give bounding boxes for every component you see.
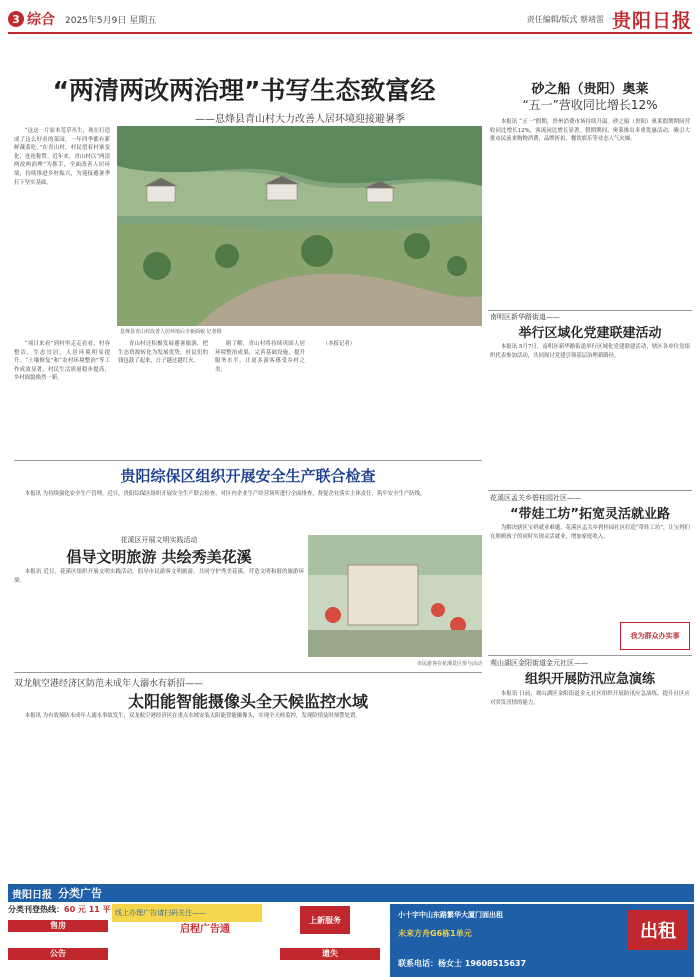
right-top-subhead: “五一”营收同比增长12% xyxy=(522,98,658,112)
online-notice-big: 启程广告通 xyxy=(180,924,230,935)
rental-ad-location: 未来方舟G6栋1单元 xyxy=(398,929,472,938)
mid-body: 本报讯 近日，花溪区组织开展文明实践活动，倡导市民游客文明旅游，共同守护秀美花溪，营造文明和谐的旅游环境。 xyxy=(14,569,304,584)
lead-byline: （本报记者） xyxy=(322,341,356,347)
right-bottom-body: 本报讯 日前，观山湖区金阳街道金元社区组织开展防汛应急演练，提升社区应对突发汛情的能力。 xyxy=(490,691,690,706)
category-lost: 遗失 xyxy=(280,948,380,960)
right-mid-headline: 举行区域化党建联建活动 xyxy=(518,326,662,341)
masthead-logo: 贵阳日报 xyxy=(611,9,692,32)
left-mid-headline: 贵阳综保区组织开展安全生产联合检查 xyxy=(120,467,376,485)
right-mid-kicker: 南明区新华路街道—— xyxy=(490,313,560,321)
editor-credit: 责任编辑/版式 蔡靖雷 xyxy=(526,14,604,24)
bottom-left-body: 本报讯 为有效预防未成年人溺水事故发生，双龙航空港经济区在重点水域安装太阳能智能摄像头，实现全天候监控，发现险情及时预警处置。 xyxy=(24,713,361,719)
lead-headline: “两清两改两治理”书写生态致富经 xyxy=(52,76,436,105)
right-low-headline: “带娃工坊”拓宽灵活就业路 xyxy=(509,507,671,522)
issue-date: 2025年5月9日 星期五 xyxy=(65,15,157,26)
right-mid-body: 本报讯 5月7日，南明区新华路街道举行区域化党建联建活动，辖区各单位党组织代表参加活动，共同探讨党建引领基层治理新路径。 xyxy=(490,344,690,359)
divider xyxy=(14,460,482,461)
divider xyxy=(14,672,482,673)
right-top-body: 本报讯 “五一”假期，贵州消费市场持续升温。砂之船（贵阳）奥莱假期期间营收同比增长12%，客流同比增长显著。假期期间，奥莱推出多重优惠活动，吸引大批市民前来购物消费，品牌折扣、餐饮娱乐等业态人气火爆。 xyxy=(490,119,690,143)
village-landscape-image xyxy=(117,126,482,326)
banner-logo: 贵阳日报 xyxy=(12,889,52,901)
right-top-headline: 砂之船（贵阳）奥莱 xyxy=(531,82,649,97)
new-service-badge: 上新服务 xyxy=(300,906,350,934)
divider xyxy=(488,655,692,656)
lead-column-1: “这这一片原本荒草丛生，现在打造成了这么好看的菜园，一年四季都有新鲜蔬菜吃。”在青山村，村民望着村寨变化，连连称赞。近年来，青山村以“两清两改两治理”为抓手，全面改善人居环境，持续推进乡村振兴，为迎接避暑季打下坚实基础。 xyxy=(14,128,110,186)
left-mid-body: 本报讯 为持续强化安全生产管理，近日，贵阳综保区组织开展安全生产联合检查，对区内企业生产经营场所进行全面排查，督促企业落实主体责任，筑牢安全生产防线。 xyxy=(24,491,426,497)
rental-ad-text: 小十字中山东路繁华大厦门面出租 xyxy=(398,911,503,919)
divider xyxy=(488,490,692,491)
rental-ad xyxy=(390,904,694,977)
mid-kicker: 花溪区开展文明实践活动 xyxy=(120,536,198,544)
lead-column-3: 青山村还积极发展避暑旅游，把生态资源转化为发展优势，村民们的钱包鼓了起来，日子越过越红火。 xyxy=(118,341,208,365)
mid-photo xyxy=(308,535,482,657)
bottom-left-headline: 太阳能智能摄像头全天候监控水域 xyxy=(127,692,368,711)
lead-photo xyxy=(117,126,482,326)
category-notice: 公告 xyxy=(8,948,108,960)
category-house: 售房 xyxy=(8,920,108,932)
activity-photo-image xyxy=(308,535,482,657)
rental-contact: 联系电话：杨女士 19608515637 xyxy=(398,959,527,968)
lead-photo-caption: 息烽县青山村改善人居环境后全新面貌 记者摄 xyxy=(120,329,222,335)
section-number: 3 xyxy=(8,11,24,27)
bottom-left-kicker: 双龙航空港经济区防范未成年人溺水有新招—— xyxy=(14,679,204,689)
page-header xyxy=(8,6,692,34)
mid-headline: 倡导文明旅游 共绘秀美花溪 xyxy=(66,548,252,566)
section-name: 综合 xyxy=(27,12,55,28)
lead-column-4: 据了解，青山村将持续巩固人居环境整治成果，完善基础设施，提升服务水平，让更多游客感受乡村之美。 xyxy=(215,341,305,373)
mid-photo-caption: 市民游客在花溪景区参与活动 xyxy=(416,661,482,667)
tel-value: 60 元 11 平 xyxy=(64,905,111,914)
right-low-body: 为解决辖区宝妈就业难题，花溪区孟关乡碧桂园社区打造“带娃工坊”，让宝妈们在照顾孩子的同时实现灵活就业，增加家庭收入。 xyxy=(490,525,690,540)
classified-banner xyxy=(8,884,694,902)
lead-column-2: “项目来看”到村里走走看看，村容整洁，生态宜居，人居环境明显提升。“土壤修复”和“农村环境整治”等工作成效显著，村民生活质量稳步提高，乡村面貌焕然一新。 xyxy=(14,341,110,382)
banner-title: 分类广告 xyxy=(58,887,102,900)
right-bottom-kicker: 观山湖区金阳街道金元社区—— xyxy=(490,659,588,667)
rental-badge: 出租 xyxy=(628,910,688,950)
divider xyxy=(488,310,692,311)
lead-subhead: ——息烽县青山村大力改善人居环境迎接避暑季 xyxy=(195,114,405,125)
right-bottom-headline: 组织开展防汛应急演练 xyxy=(524,672,655,687)
right-low-kicker: 花溪区孟关乡碧桂园社区—— xyxy=(490,494,581,502)
online-notice-text: 线上办理广告请扫码关注—— xyxy=(115,909,206,917)
campaign-stamp: 我为群众办实事 xyxy=(620,622,690,650)
tel-label: 分类刊登热线： xyxy=(8,905,64,914)
